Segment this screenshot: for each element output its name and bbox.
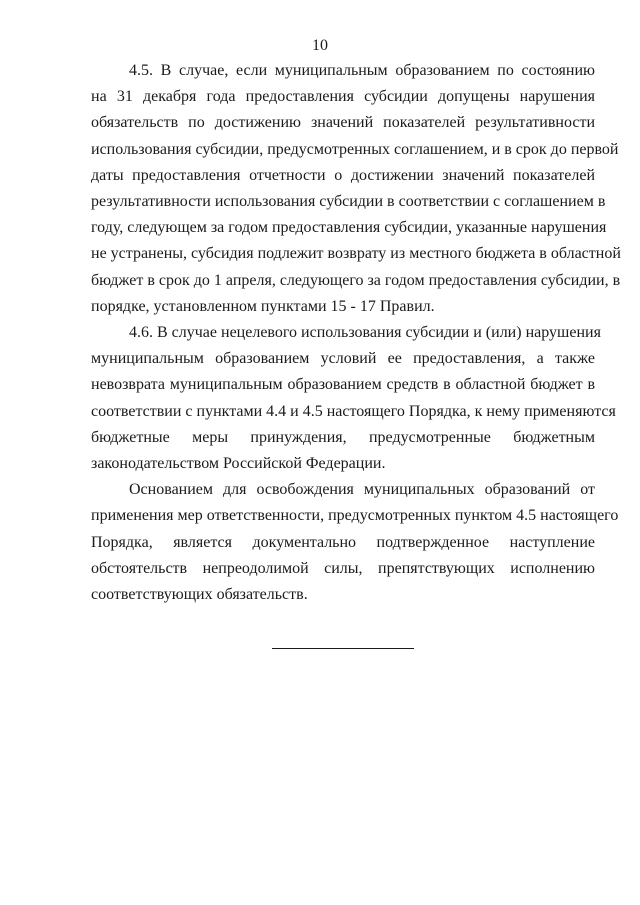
text-line: не устранены, субсидия подлежит возврату из местного бюджета в областной: [91, 245, 621, 263]
text-line: применения мер ответственности, предусмотренных пунктом 4.5 настоящего: [91, 507, 619, 525]
text-line: Порядка, является документально подтвержденное наступление: [91, 533, 595, 551]
paragraph-4-5: [91, 58, 621, 320]
text-line: муниципальным образованием условий ее предоставления, а также: [91, 350, 595, 368]
text-line: соответствующих обязательств.: [91, 586, 308, 604]
text-line: 4.5. В случае, если муниципальным образованием по состоянию: [129, 62, 595, 79]
document-body: [91, 58, 621, 608]
text-line: результативности использования субсидии в соответствии с соглашением в: [91, 193, 606, 211]
text-line: на 31 декабря года предоставления субсидии допущены нарушения: [91, 88, 595, 106]
text-line: даты предоставления отчетности о достижении значений показателей: [91, 166, 595, 184]
text-line: бюджетные меры принуждения, предусмотренные бюджетным: [91, 428, 595, 446]
text-line: законодательством Российской Федерации.: [91, 455, 386, 473]
text-line: обязательств по достижению значений показателей результативности: [91, 114, 595, 132]
text-line: обстоятельств непреодолимой силы, препятствующих исполнению: [91, 559, 595, 577]
paragraph-exemption: [91, 477, 619, 608]
page-number: 10: [312, 37, 328, 54]
text-line: соответствии с пунктами 4.4 и 4.5 настоящего Порядка, к нему применяются: [91, 402, 616, 420]
closing-separator-line: [272, 648, 414, 649]
text-line: невозврата муниципальным образованием средств в областной бюджет в: [91, 376, 595, 394]
text-line: 4.6. В случае нецелевого использования субсидии и (или) нарушения: [129, 324, 601, 342]
text-line: году, следующем за годом предоставления субсидии, указанные нарушения: [91, 219, 607, 237]
paragraph-4-6: [91, 320, 616, 477]
text-line: использования субсидии, предусмотренных соглашением, и в срок до первой: [91, 140, 619, 158]
text-line: бюджет в срок до 1 апреля, следующего за годом предоставления субсидии, в: [91, 271, 621, 289]
text-line: порядке, установленном пунктами 15 - 17 Правил.: [91, 297, 435, 315]
text-line: Основанием для освобождения муниципальных образований от: [129, 481, 595, 499]
